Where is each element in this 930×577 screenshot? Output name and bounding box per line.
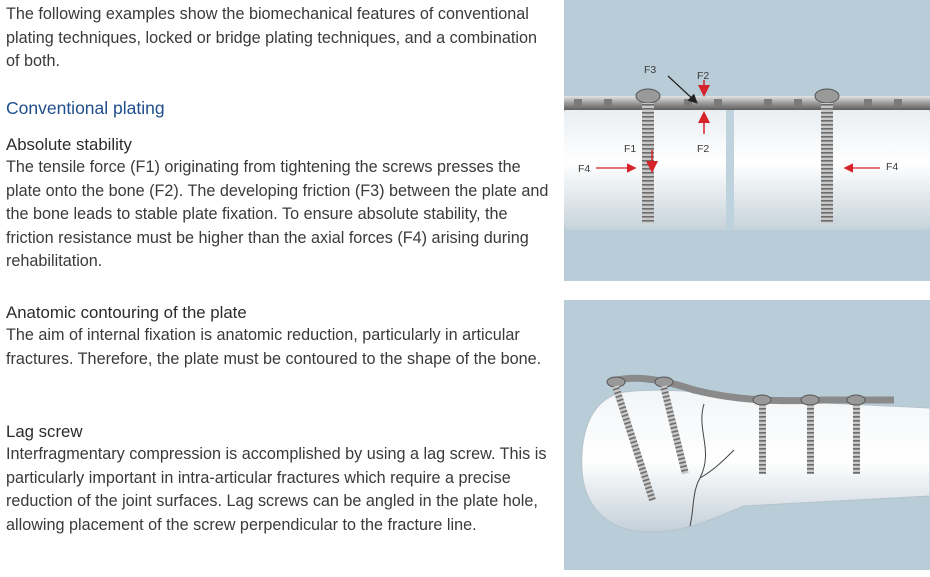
label-f4-right: F4 [886,161,899,173]
block-lag-screw [6,420,551,537]
figure-contoured-plate [564,300,930,570]
label-f2-bottom: F2 [697,143,710,155]
plate [564,96,930,110]
bone-shaft [564,108,930,230]
block-text: The tensile force (F1) originating from tightening the screws presses the plate onto the bone (F2). The developing friction (F3) between the plate and the bone leads to stable plate fixation. To ensure absolute stability, the friction resistance must be higher than the axial forces (F4) arising during rehabilitation. [6,158,549,271]
fracture-gap [726,108,734,230]
block-heading: Anatomic contouring of the plate [6,303,247,322]
intro-paragraph: The following examples show the biomechanical features of conventional plating techniques, locked or bridge plating techniques, and a combination of both. [6,5,537,71]
figure-contoured-plate-svg [564,300,930,570]
figure-plating-forces-svg [564,0,930,281]
block-text: Interfragmentary compression is accomplished by using a lag screw. This is particularly important in intra-articular fractures which require a precise reduction of the joint surfaces. Lag screws can be angled in the plate hole, allowing placement of the screw perpendicular to the fracture line. [6,445,547,534]
section-title: Conventional plating [6,98,165,118]
figure-plating-forces [564,0,930,281]
block-heading: Lag screw [6,422,83,441]
block-heading: Absolute stability [6,135,132,154]
block-anatomic-contouring [6,301,551,371]
block-text: The aim of internal fixation is anatomic reduction, particularly in articular fractures. Therefore, the plate must be contoured to the shape of the bone. [6,326,542,368]
block-absolute-stability [6,133,551,274]
label-f3: F3 [644,64,657,76]
label-f4-left: F4 [578,163,591,175]
label-f1: F1 [624,143,637,155]
label-f2-top: F2 [697,70,710,82]
